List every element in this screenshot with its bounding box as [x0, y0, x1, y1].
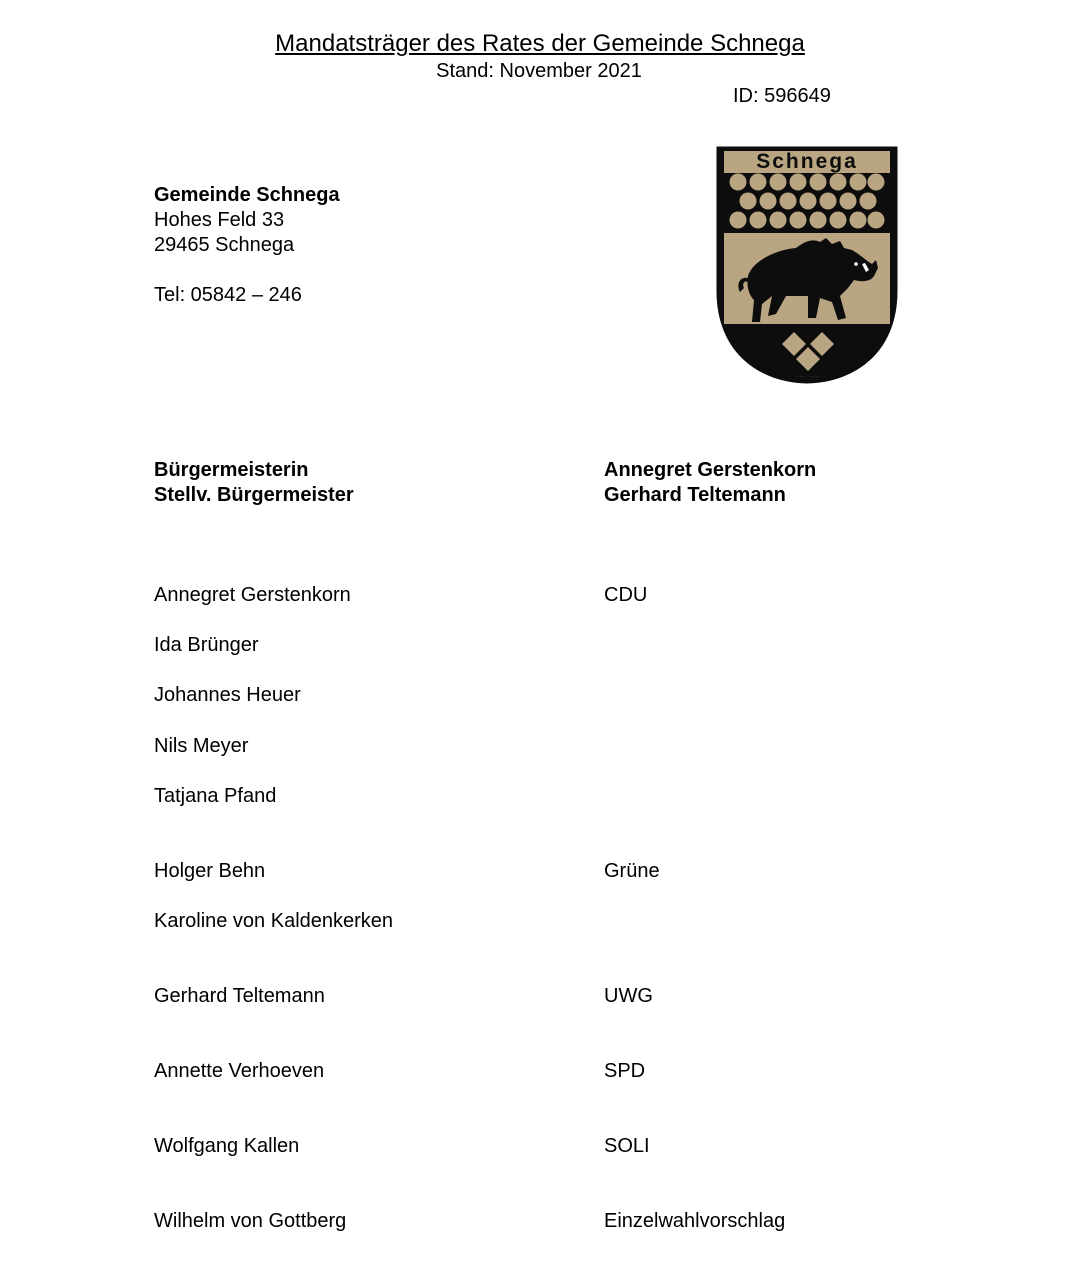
crest-label: Schnega: [756, 150, 858, 173]
list-item: Wolfgang Kallen: [154, 1135, 300, 1157]
party-label: Einzelwahlvorschlag: [604, 1210, 786, 1232]
municipality-name: Gemeinde Schnega: [154, 184, 340, 206]
party-label: CDU: [604, 584, 648, 606]
party-label: UWG: [604, 985, 653, 1007]
list-item: Ida Brünger: [154, 634, 259, 656]
document-id: ID: 596649: [733, 85, 831, 107]
office-holders: [604, 458, 816, 508]
role-deputy-mayor: Stellv. Bürgermeister: [154, 484, 354, 506]
list-item: Tatjana Pfand: [154, 785, 277, 807]
party-label: Grüne: [604, 860, 660, 882]
list-item: Johannes Heuer: [154, 684, 301, 706]
city: 29465 Schnega: [154, 234, 295, 256]
coat-of-arms: [716, 146, 898, 384]
role-mayor: Bürgermeisterin: [154, 459, 309, 481]
list-item: Holger Behn: [154, 860, 266, 882]
list-item: Annegret Gerstenkorn: [154, 584, 351, 606]
list-item: Nils Meyer: [154, 735, 249, 757]
mayor-name: Annegret Gerstenkorn: [604, 459, 817, 481]
deputy-mayor-name: Gerhard Teltemann: [604, 484, 786, 506]
party-label: SOLI: [604, 1135, 650, 1157]
list-item: Wilhelm von Gottberg: [154, 1210, 347, 1232]
address-block: [154, 183, 340, 258]
list-item: Karoline von Kaldenkerken: [154, 910, 394, 932]
phone: Tel: 05842 – 246: [154, 284, 302, 306]
list-item: Gerhard Teltemann: [154, 985, 325, 1007]
list-item: Annette Verhoeven: [154, 1060, 325, 1082]
stand-date: Stand: November 2021: [436, 60, 642, 82]
office-roles: [154, 458, 354, 508]
page-title: Mandatsträger des Rates der Gemeinde Schnega: [275, 30, 805, 57]
street: Hohes Feld 33: [154, 209, 285, 231]
party-label: SPD: [604, 1060, 646, 1082]
